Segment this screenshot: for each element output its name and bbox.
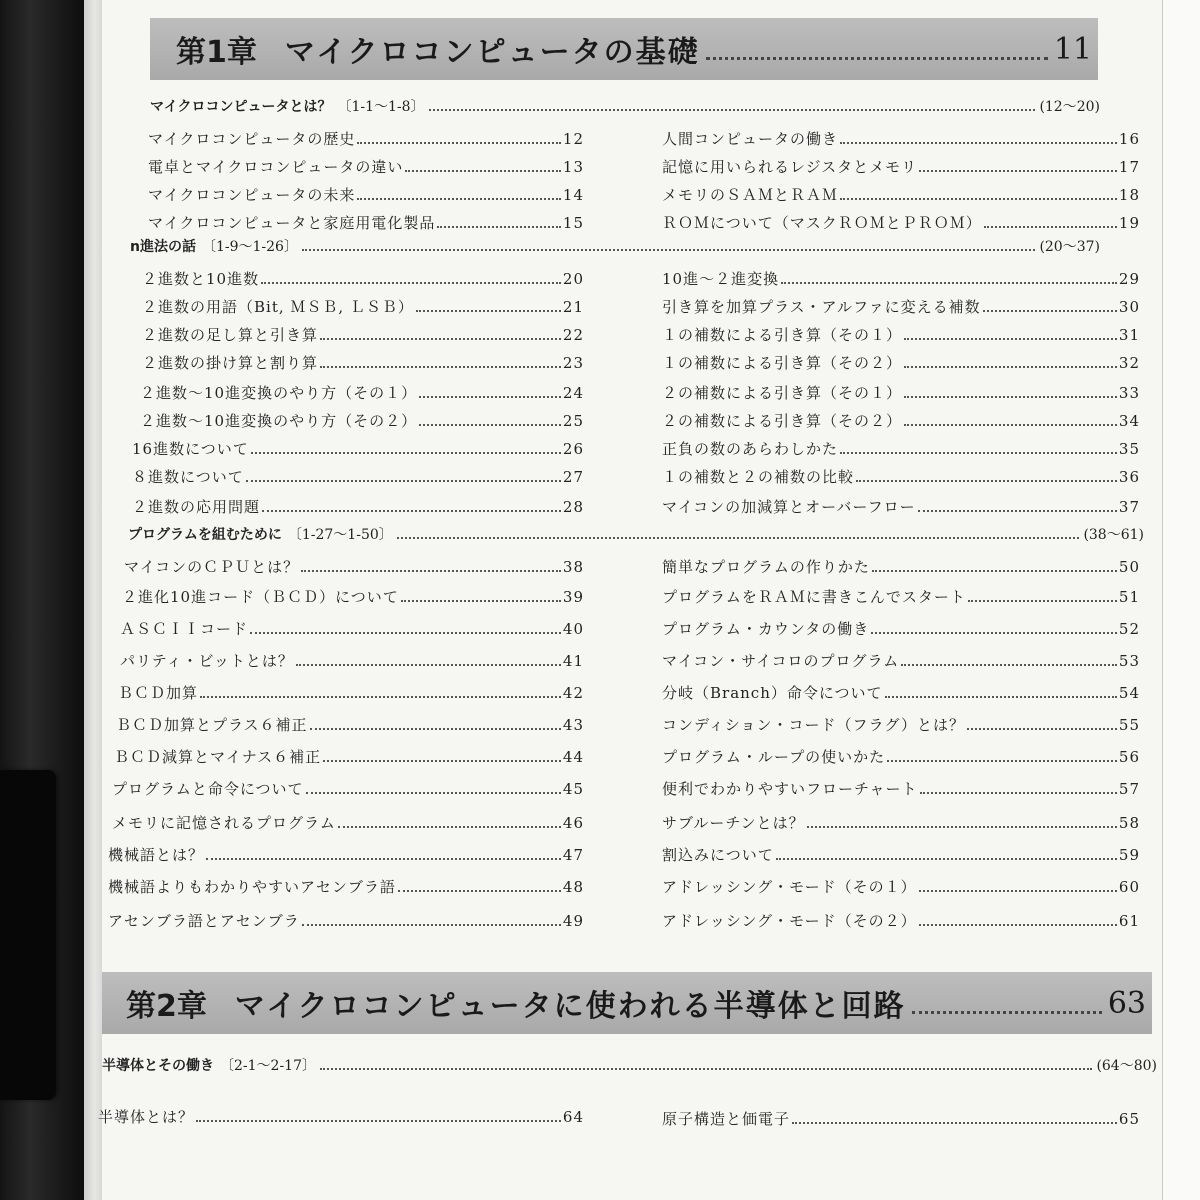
entry-page: 25	[562, 412, 584, 430]
toc-entry	[662, 410, 1140, 431]
toc-entry	[98, 1106, 584, 1127]
leader-dots	[807, 826, 1117, 828]
leader-dots	[261, 282, 561, 284]
leader-dots	[357, 198, 561, 200]
entry-title: メモリのＳＡＭとＲＡＭ	[662, 186, 839, 204]
entry-page: 54	[1118, 684, 1140, 702]
entry-title: ２進数の掛け算と割り算	[142, 354, 319, 372]
toc-entry	[662, 184, 1140, 205]
entry-page: 37	[1118, 498, 1140, 516]
entry-title: マイクロコンピュータの歴史	[148, 130, 356, 148]
leader-dots	[429, 109, 1036, 111]
leader-dots	[302, 924, 561, 926]
entry-title: 16進数について	[132, 440, 249, 458]
toc-entry	[662, 778, 1140, 799]
entry-title: １の補数と２の補数の比較	[662, 468, 855, 486]
entry-page: 24	[562, 384, 584, 402]
toc-entry	[114, 746, 584, 767]
section-pages: (12～20)	[1039, 99, 1100, 115]
entry-page: 23	[562, 354, 584, 372]
leader-dots	[968, 600, 1117, 602]
toc-entry	[662, 156, 1140, 177]
toc-entry	[140, 382, 584, 403]
entry-page: 50	[1118, 558, 1140, 576]
toc-entry	[140, 410, 584, 431]
toc-entry	[662, 910, 1140, 931]
entry-page: 52	[1118, 620, 1140, 638]
leader-dots	[338, 826, 561, 828]
entry-title: 人間コンピュータの働き	[662, 130, 839, 148]
toc-entry	[662, 212, 1140, 233]
leader-dots	[437, 226, 561, 228]
entry-page: 46	[562, 814, 584, 832]
leader-dots	[776, 858, 1117, 860]
entry-page: 42	[562, 684, 584, 702]
entry-page: 18	[1118, 186, 1140, 204]
entry-title: マイコンの加減算とオーバーフロー	[662, 498, 916, 516]
toc-entry	[662, 466, 1140, 487]
leader-dots	[919, 924, 1117, 926]
entry-title: 記憶に用いられるレジスタとメモリ	[662, 158, 918, 176]
entry-page: 44	[562, 748, 584, 766]
leader-dots	[419, 396, 561, 398]
toc-entry	[662, 812, 1140, 833]
toc-entry	[108, 876, 584, 897]
chapter-page: 63	[1107, 985, 1146, 1021]
leader-dots	[872, 570, 1117, 572]
leader-dots	[296, 664, 561, 666]
leader-dots	[357, 142, 561, 144]
entry-page: 53	[1118, 652, 1140, 670]
leader-dots	[901, 664, 1117, 666]
section-title: n進法の話	[130, 239, 196, 255]
toc-entry	[148, 156, 584, 177]
toc-entry	[662, 876, 1140, 897]
toc-entry	[662, 618, 1140, 639]
leader-dots	[904, 338, 1117, 340]
toc-entry	[662, 296, 1140, 317]
leader-dots	[871, 632, 1117, 634]
section-pages: (20～37)	[1039, 239, 1100, 255]
toc-entry	[108, 910, 584, 931]
leader-dots	[912, 993, 1102, 1014]
toc-entry	[120, 618, 584, 639]
entry-page: 40	[562, 620, 584, 638]
entry-page: 48	[562, 878, 584, 896]
entry-title: アドレッシング・モード（その２）	[662, 912, 917, 930]
toc-page	[98, 0, 1162, 1200]
section-range: 〔1-1～1-8〕	[337, 99, 425, 115]
leader-dots	[405, 170, 561, 172]
toc-entry	[662, 496, 1140, 517]
entry-title: マイクロコンピュータと家庭用電化製品	[148, 214, 436, 232]
entry-page: 61	[1118, 912, 1140, 930]
entry-page: 28	[562, 498, 584, 516]
entry-title: パリティ・ビットとは？	[120, 652, 294, 670]
chapter-2-heading	[102, 972, 1152, 1034]
entry-title: 引き算を加算プラス・アルファに変える補数	[662, 298, 981, 316]
entry-title: マイコン・サイコロのプログラム	[662, 652, 900, 670]
entry-title: ２の補数による引き算（その２）	[662, 412, 903, 430]
leader-dots	[200, 696, 561, 698]
chapter-number: 第1章	[176, 35, 257, 70]
leader-dots	[206, 858, 561, 860]
entry-title: 原子構造と価電子	[662, 1110, 791, 1128]
entry-title: ＢＣＤ加算とプラス６補正	[116, 716, 308, 734]
leader-dots	[262, 510, 561, 512]
entry-page: 45	[562, 780, 584, 798]
entry-title: プログラム・ループの使いかた	[662, 748, 886, 766]
entry-title: マイコンのＣＰＵとは？	[124, 558, 300, 576]
leader-dots	[251, 452, 561, 454]
entry-title: 割込みについて	[662, 846, 774, 864]
entry-title: プログラム・カウンタの働き	[662, 620, 870, 638]
leader-dots	[840, 142, 1117, 144]
entry-page: 26	[562, 440, 584, 458]
leader-dots	[320, 1068, 1092, 1070]
toc-entry	[132, 496, 584, 517]
entry-title: ２の補数による引き算（その１）	[662, 384, 903, 402]
leader-dots	[984, 226, 1117, 228]
toc-entry	[142, 324, 584, 345]
entry-title: プログラムをＲＡＭに書きこんでスタート	[662, 588, 966, 606]
entry-page: 31	[1118, 326, 1140, 344]
section-title: プログラムを組むために	[128, 527, 282, 543]
entry-title: ＢＣＤ減算とマイナス６補正	[114, 748, 322, 766]
entry-page: 39	[562, 588, 584, 606]
chapter-title: マイクロコンピュータに使われる半導体と回路	[234, 989, 906, 1024]
entry-page: 14	[562, 186, 584, 204]
entry-page: 41	[562, 652, 584, 670]
entry-title: 電卓とマイクロコンピュータの違い	[148, 158, 404, 176]
entry-title: 半導体とは？	[98, 1108, 195, 1126]
entry-title: １の補数による引き算（その１）	[662, 326, 903, 344]
entry-page: 57	[1118, 780, 1140, 798]
entry-title: コンディション・コード（フラグ）とは？	[662, 716, 965, 734]
leader-dots	[918, 510, 1117, 512]
entry-title: ＲＯＭについて（マスクＲＯＭとＰＲＯＭ）	[662, 214, 982, 232]
leader-dots	[967, 728, 1117, 730]
toc-entry	[662, 586, 1140, 607]
entry-title: ＢＣＤ加算	[118, 684, 199, 702]
section-title: 半導体とその働き	[102, 1058, 214, 1074]
toc-entry	[662, 324, 1140, 345]
entry-title: 便利でわかりやすいフローチャート	[662, 780, 918, 798]
leader-dots	[401, 600, 561, 602]
leader-dots	[904, 396, 1117, 398]
section-range: 〔1-9～1-26〕	[201, 239, 298, 255]
toc-entry	[662, 844, 1140, 865]
entry-page: 35	[1118, 440, 1140, 458]
leader-dots	[983, 310, 1117, 312]
entry-title: ２進数と10進数	[142, 270, 260, 288]
leader-dots	[920, 792, 1117, 794]
toc-entry	[662, 382, 1140, 403]
leader-dots	[840, 198, 1117, 200]
leader-dots	[320, 338, 561, 340]
entry-title: ２進化10進コード（ＢＣＤ）について	[122, 588, 399, 606]
entry-title: 簡単なプログラムの作りかた	[662, 558, 870, 576]
section-heading	[150, 96, 1100, 116]
toc-entry	[124, 556, 584, 577]
toc-entry	[116, 714, 584, 735]
leader-dots	[323, 760, 561, 762]
entry-page: 34	[1118, 412, 1140, 430]
entry-title: ８進数について	[132, 468, 244, 486]
leader-dots	[419, 424, 561, 426]
entry-page: 27	[562, 468, 584, 486]
entry-page: 43	[562, 716, 584, 734]
entry-title: 正負の数のあらわしかた	[662, 440, 839, 458]
entry-page: 30	[1118, 298, 1140, 316]
leader-dots	[792, 1122, 1117, 1124]
leader-dots	[301, 570, 561, 572]
entry-title: アドレッシング・モード（その１）	[662, 878, 917, 896]
toc-entry	[148, 212, 584, 233]
entry-title: ＡＳＣＩＩコード	[120, 620, 249, 638]
toc-entry	[118, 682, 584, 703]
section-title: マイクロコンピュータとは？	[150, 99, 332, 115]
leader-dots	[250, 632, 561, 634]
toc-entry	[662, 556, 1140, 577]
leader-dots	[919, 170, 1117, 172]
chapter-page: 11	[1053, 31, 1092, 67]
toc-entry	[148, 184, 584, 205]
entry-page: 16	[1118, 130, 1140, 148]
entry-page: 58	[1118, 814, 1140, 832]
toc-entry	[120, 650, 584, 671]
toc-entry	[142, 296, 584, 317]
entry-page: 32	[1118, 354, 1140, 372]
toc-entry	[108, 844, 584, 865]
leader-dots	[904, 366, 1117, 368]
toc-entry	[662, 438, 1140, 459]
entry-title: マイクロコンピュータの未来	[148, 186, 356, 204]
toc-entry	[142, 268, 584, 289]
entry-page: 36	[1118, 468, 1140, 486]
entry-title: プログラムと命令について	[112, 780, 304, 798]
leader-dots	[887, 760, 1117, 762]
entry-page: 22	[562, 326, 584, 344]
entry-page: 21	[562, 298, 584, 316]
leader-dots	[306, 792, 561, 794]
entry-page: 56	[1118, 748, 1140, 766]
entry-page: 19	[1118, 214, 1140, 232]
leader-dots	[856, 480, 1117, 482]
entry-page: 17	[1118, 158, 1140, 176]
chapter-1-heading	[150, 18, 1098, 80]
leader-dots	[919, 890, 1117, 892]
leader-dots	[196, 1120, 561, 1122]
entry-title: ２進数～10進変換のやり方（その２）	[140, 412, 418, 430]
leader-dots	[885, 696, 1117, 698]
toc-entry	[662, 714, 1140, 735]
chapter-number: 第2章	[126, 989, 207, 1024]
leader-dots	[904, 424, 1117, 426]
leader-dots	[397, 537, 1080, 539]
entry-page: 47	[562, 846, 584, 864]
toc-entry	[662, 682, 1140, 703]
entry-title: 機械語よりもわかりやすいアセンブラ語	[108, 878, 396, 896]
section-heading	[128, 524, 1144, 544]
toc-entry	[662, 268, 1140, 289]
entry-page: 51	[1118, 588, 1140, 606]
section-heading	[102, 1055, 1157, 1075]
entry-title: 機械語とは？	[108, 846, 205, 864]
entry-title: ２進数の足し算と引き算	[142, 326, 319, 344]
toc-entry	[132, 438, 584, 459]
toc-entry	[662, 128, 1140, 149]
entry-title: ２進数の用語（Bit, ＭＳＢ, ＬＳＢ）	[142, 298, 414, 316]
section-pages: (38～61)	[1083, 527, 1144, 543]
toc-entry	[148, 128, 584, 149]
leader-dots	[781, 282, 1117, 284]
toc-entry	[142, 352, 584, 373]
leader-dots	[416, 310, 561, 312]
next-page-edge	[1162, 0, 1200, 1200]
leader-dots	[310, 728, 561, 730]
entry-title: ２進数～10進変換のやり方（その１）	[140, 384, 418, 402]
entry-title: 分岐（Branch）命令について	[662, 684, 883, 702]
toc-entry	[122, 586, 584, 607]
entry-title: 10進～２進変換	[662, 270, 780, 288]
toc-entry	[662, 746, 1140, 767]
entry-page: 15	[562, 214, 584, 232]
entry-page: 29	[1118, 270, 1140, 288]
toc-entry	[112, 812, 584, 833]
binder-edge	[84, 0, 102, 1200]
entry-title: ２進数の応用問題	[132, 498, 261, 516]
entry-title: メモリに記憶されるプログラム	[112, 814, 336, 832]
entry-title: １の補数による引き算（その２）	[662, 354, 903, 372]
section-range: 〔1-27～1-50〕	[287, 527, 393, 543]
entry-page: 33	[1118, 384, 1140, 402]
section-pages: (64～80)	[1096, 1058, 1157, 1074]
entry-page: 20	[562, 270, 584, 288]
toc-entry	[112, 778, 584, 799]
section-heading	[130, 236, 1100, 256]
entry-title: サブルーチンとは？	[662, 814, 805, 832]
entry-page: 65	[1118, 1110, 1140, 1128]
leader-dots	[840, 452, 1117, 454]
leader-dots	[302, 249, 1035, 251]
entry-page: 38	[562, 558, 584, 576]
toc-entry	[662, 1108, 1140, 1129]
toc-entry	[662, 650, 1140, 671]
leader-dots	[246, 480, 561, 482]
entry-page: 13	[562, 158, 584, 176]
leader-dots	[320, 366, 561, 368]
entry-page: 64	[562, 1108, 584, 1126]
entry-title: アセンブラ語とアセンブラ	[108, 912, 300, 930]
chapter-title: マイクロコンピュータの基礎	[284, 35, 700, 70]
leader-dots	[706, 39, 1048, 60]
entry-page: 12	[562, 130, 584, 148]
leader-dots	[398, 890, 561, 892]
entry-page: 59	[1118, 846, 1140, 864]
entry-page: 60	[1118, 878, 1140, 896]
entry-page: 55	[1118, 716, 1140, 734]
toc-entry	[662, 352, 1140, 373]
entry-page: 49	[562, 912, 584, 930]
section-range: 〔2-1～2-17〕	[220, 1058, 316, 1074]
toc-entry	[132, 466, 584, 487]
binder-clip	[0, 770, 56, 1100]
